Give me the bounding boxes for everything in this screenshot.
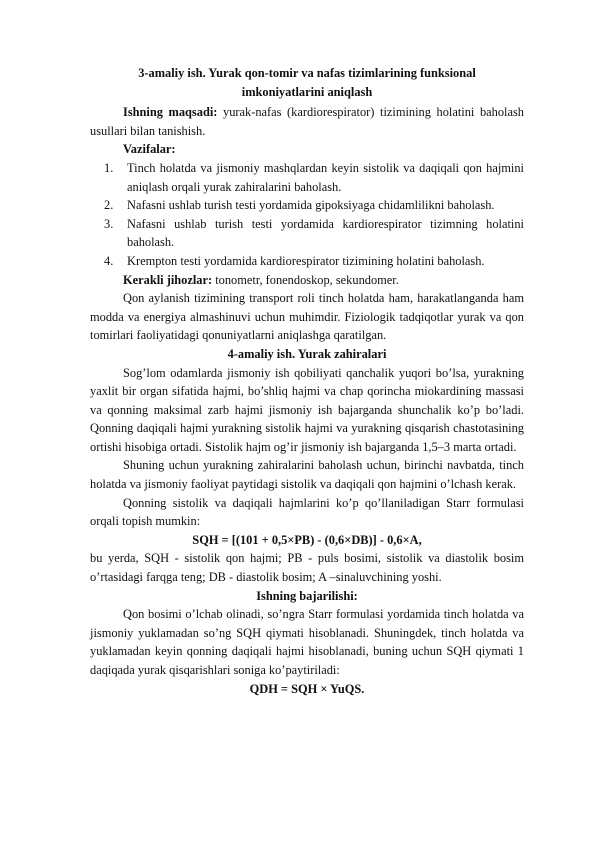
intro-paragraph: Qon aylanish tizimining transport roli tinch holatda ham, harakatlanganda ham modda va energiya almashinuvi uchun muhimdir. Fiziologik tadqiqotlar yurak va qon tomirlari faoliyatidagi qonuniyatlarni aniqlashga qaratilgan. [90, 291, 524, 343]
section-4-title: 4-amaliy ish. Yurak zahiralari [227, 346, 387, 361]
tasks-label: Vazifalar: [123, 142, 176, 157]
goal-text: yurak-nafas (kardiorespirator) tizimining holatini baholash usullari bilan tanishish. [90, 105, 524, 138]
list-item [90, 252, 524, 271]
document-content [90, 64, 524, 698]
qdh-formula: QDH = SQH × YuQS. [249, 681, 365, 696]
title-line-1: 3-amaliy ish. Yurak qon-tomir va nafas tizimlarining funksional [138, 66, 476, 80]
task-number: 1. [104, 160, 114, 175]
paragraph-2: Shuning uchun yurakning zahiralarini baholash uchun, birinchi navbatda, tinch holatda va jismoniy faoliyat paytidagi sistolik va daqiqali qon hajmini o’lchash kerak. [90, 458, 524, 492]
task-text: Tinch holatda va jismoniy mashqlardan keyin sistolik va daqiqali qon hajmini aniqlash orqali yurak zahiralarini baholash. [127, 160, 524, 194]
page-title [90, 64, 524, 101]
goal-label: Ishning maqsadi: [123, 105, 218, 120]
equipment-label: Kerakli jihozlar: [123, 272, 213, 287]
equipment-paragraph [90, 271, 524, 290]
task-text: Krempton testi yordamida kardiorespirator tizimining holatini baholash. [127, 253, 485, 268]
list-item [90, 215, 524, 252]
tasks-list [90, 159, 524, 271]
task-number: 3. [104, 216, 114, 231]
paragraph-5: Qon bosimi o’lchab olinadi, so’ngra Starr formulasi yordamida tinch holatda va jismoniy yuklamadan so’ng SQH qiymati hisoblanadi. Shuningdek, tinch holatda va yuklamadan keyin qonning daqiqali hajmi hisoblanadi, buning uchun SQH qiymati 1 daqiqada yurak qisqarishlari soniga ko’paytiriladi: [90, 607, 524, 677]
title-line-2: imkoniyatlarini aniqlash [241, 84, 373, 99]
equipment-text: tonometr, fonendoskop, sekundomer. [212, 272, 399, 287]
paragraph-3: Qonning sistolik va daqiqali hajmlarini ko’p qo’llaniladigan Starr formulasi orqali topish mumkin: [90, 495, 524, 529]
task-text: Nafasni ushlab turish testi yordamida kardiorespirator tizimning holatini baholash. [127, 216, 524, 250]
list-item [90, 196, 524, 215]
formula-explanation: bu yerda, SQH - sistolik qon hajmi; PB - puls bosimi, sistolik va diastolik bosim o’rtasidagi farqga teng; DB - diastolik bosim; A –sinaluvchining yoshi. [90, 551, 524, 585]
starr-formula: SQH = [(101 + 0,5×PB) - (0,6×DB)] - 0,6×A, [192, 532, 422, 547]
list-item [90, 159, 524, 196]
execution-title: Ishning bajarilishi: [256, 588, 358, 603]
task-text: Nafasni ushlab turish testi yordamida gipoksiyaga chidamlilikni baholash. [127, 198, 495, 213]
task-number: 2. [104, 198, 114, 213]
paragraph-1: Sog’lom odamlarda jismoniy ish qobiliyati qanchalik yuqori bo’lsa, yurakning yaxlit bir organ sifatida hajmi, bo’shliq hajmi va chap qorincha miokardining massasi va qonning maksimal zarb hajmi jismoniy ish bajarganda shunchalik ko’p bo’ladi. Qonning daqiqali hajmi yurakning sistolik hajmi va yurakning qisqarish chastotasining ortishi hisobiga ortadi. Sistolik hajm og’ir jismoniy ish bajarganda 1,5–3 marta ortadi. [90, 365, 524, 454]
goal-paragraph [90, 103, 524, 140]
task-number: 4. [104, 253, 114, 268]
